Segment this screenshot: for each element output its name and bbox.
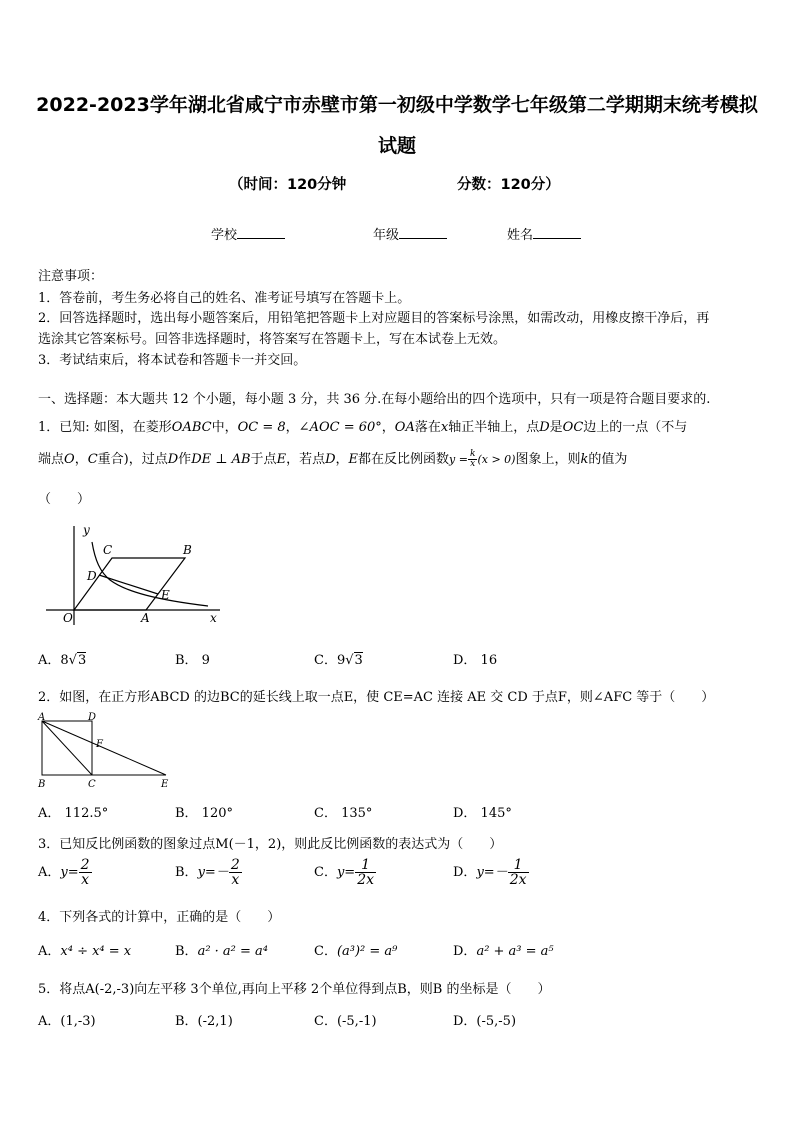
option-a[interactable]: A．(1,-3) xyxy=(38,1014,96,1029)
option-d[interactable]: D． 145° xyxy=(453,806,512,821)
question-2: 2．如图，在正方形ABCD 的边BC的延长线上取一点E，使 CE=AC 连接 AE 交 CD 于点F，则∠AFC 等于（ ） xyxy=(38,690,715,705)
label-b: B xyxy=(38,779,46,790)
fraction: $\frac{1}{2x}$ xyxy=(509,857,527,888)
option-b[interactable]: B．a² · a² = a⁴ xyxy=(175,944,269,959)
note-item: 3．考试结束后，将本试卷和答题卡一并交回。 xyxy=(38,353,307,368)
option-c[interactable]: C．y= $\frac{1}{2x}$ xyxy=(314,857,375,888)
option-a[interactable]: A． 112.5° xyxy=(38,806,109,821)
label-a: A xyxy=(141,611,150,625)
option-d[interactable]: D．a² + a³ = a⁵ xyxy=(453,944,554,959)
label-d: D xyxy=(88,712,97,723)
option-b[interactable]: B．(-2,1) xyxy=(175,1014,233,1029)
option-d[interactable]: D． 16 xyxy=(453,653,498,668)
school-blank xyxy=(237,226,285,239)
fraction: $\frac{2}{x}$ xyxy=(80,857,90,888)
fraction: $\frac{1}{2x}$ xyxy=(357,857,375,888)
option-a[interactable]: A．y= $\frac{2}{x}$ xyxy=(38,857,90,888)
school-field xyxy=(211,224,285,243)
option-c[interactable]: C．9√3 xyxy=(314,653,363,668)
option-d[interactable]: D．(-5,-5) xyxy=(453,1014,517,1029)
option-c[interactable]: C．(-5,-1) xyxy=(314,1014,377,1029)
grade-blank xyxy=(399,226,447,239)
page-title: 2022-2023学年湖北省咸宁市赤壁市第一初级中学数学七年级第二学期期末统考模拟 xyxy=(36,94,758,116)
rhombus-oabc xyxy=(74,558,185,610)
note-item: 1．答卷前，考生务必将自己的姓名、准考证号填写在答题卡上。 xyxy=(38,291,411,306)
option-c[interactable]: C． 135° xyxy=(314,806,373,821)
segment-ac xyxy=(42,721,92,775)
grade-field xyxy=(373,224,447,243)
name-blank xyxy=(533,226,581,239)
label-d: D xyxy=(87,569,97,583)
name-label: 姓名 xyxy=(507,228,534,243)
option-b[interactable]: B． 120° xyxy=(175,806,233,821)
label-b: B xyxy=(183,543,192,557)
square-figure xyxy=(36,711,176,791)
page-title-continued: 试题 xyxy=(377,135,416,157)
fraction: $\frac{2}{x}$ xyxy=(230,857,240,888)
option-b[interactable]: B． 9 xyxy=(175,653,210,668)
exam-time: （时间：120分钟 xyxy=(229,177,347,193)
label-c: C xyxy=(88,779,96,790)
label-a: A xyxy=(38,712,46,723)
question-5: 5．将点A(-2,-3)向左平移 3个单位,再向上平移 2个单位得到点B，则B 的坐标是（ ） xyxy=(38,982,551,997)
label-c: C xyxy=(103,543,113,557)
question-1-line-2: 端点O，C重合)，过点D作DE ⊥ AB于点E，若点D，E都在反比例函数y = $\frac{k}{x}$ (x > 0)图象上，则k的值为 xyxy=(38,449,628,469)
label-e: E xyxy=(161,588,170,602)
rhombus-figure xyxy=(38,520,228,630)
label-y: y xyxy=(83,523,90,537)
label-e: E xyxy=(161,779,169,790)
segment-ae xyxy=(42,721,166,775)
note-item: 选涂其它答案标号。回答非选择题时，将答案写在答题卡上，写在本试卷上无效。 xyxy=(38,332,507,347)
answer-paren: （ ） xyxy=(38,492,91,507)
option-b[interactable]: B．y=－ $\frac{2}{x}$ xyxy=(175,857,240,888)
option-a[interactable]: A．x⁴ ÷ x⁴ = x xyxy=(38,944,132,959)
question-3: 3．已知反比例函数的图象过点M(－1，2)，则此反比例函数的表达式为（ ） xyxy=(38,837,503,852)
section-heading: 一、选择题：本大题共 12 个小题，每小题 3 分，共 36 分.在每小题给出的四个选项中，只有一项是符合题目要求的. xyxy=(38,392,711,407)
question-4: 4．下列各式的计算中，正确的是（ ） xyxy=(38,910,281,925)
label-x: x xyxy=(210,611,217,625)
note-item: 2．回答选择题时，选出每小题答案后，用铅笔把答题卡上对应题目的答案标号涂黑，如需改动，用橡皮擦干净后，再 xyxy=(38,311,710,326)
exam-score: 分数：120分） xyxy=(457,177,560,193)
option-c[interactable]: C．(a³)² = a⁹ xyxy=(314,944,398,959)
school-label: 学校 xyxy=(211,228,238,243)
grade-label: 年级 xyxy=(373,228,400,243)
label-f: F xyxy=(96,739,103,750)
label-o: O xyxy=(63,611,73,625)
fraction-k-over-x: $\frac{k}{x}$ xyxy=(469,449,476,469)
option-d[interactable]: D．y=－ $\frac{1}{2x}$ xyxy=(453,857,527,888)
name-field xyxy=(507,224,581,243)
notes-heading: 注意事项： xyxy=(38,269,104,284)
question-1-line-1: 1．已知: 如图，在菱形OABC中，OC = 8，∠AOC = 60°，OA落在x轴正半轴上，点D是OC边上的一点（不与 xyxy=(38,420,688,435)
option-a[interactable]: A．8√3 xyxy=(38,653,87,668)
